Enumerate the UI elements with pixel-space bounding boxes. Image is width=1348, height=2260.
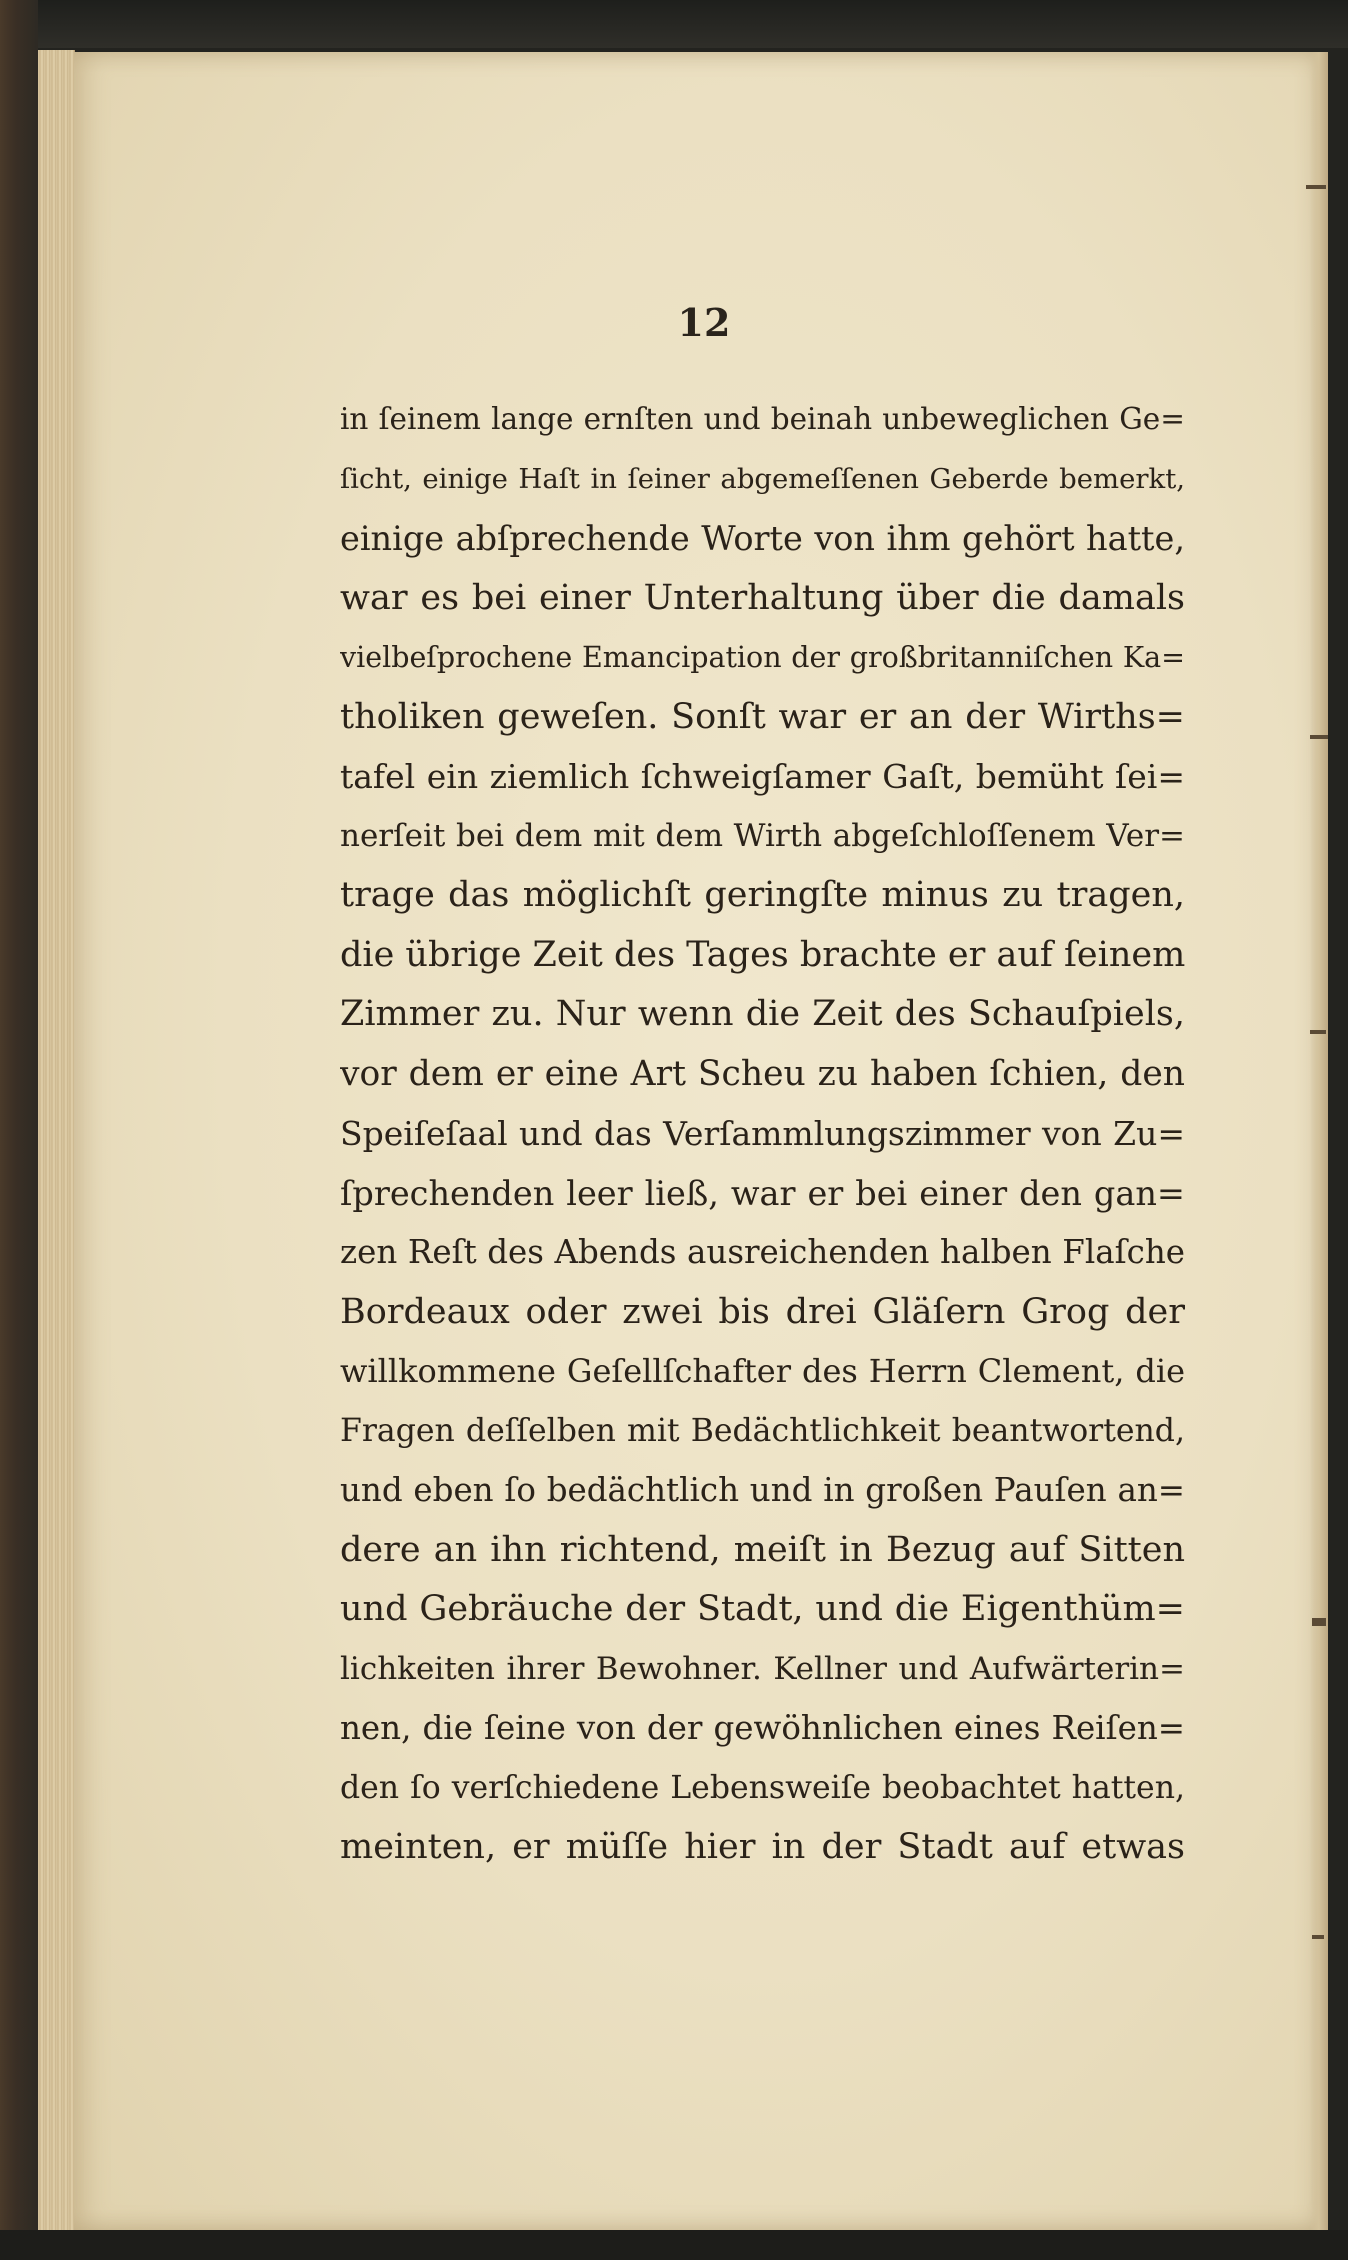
text-line: willkommene Geſellſchafter des Herrn Clement, die [340, 1352, 1185, 1390]
text-line: und Gebräuche der Stadt, und die Eigenthüm= [340, 1589, 1185, 1629]
body-text [340, 390, 1185, 1878]
page-number: 12 [677, 300, 731, 345]
page-right-edge [1310, 52, 1328, 2230]
cover-bottom-edge [0, 2230, 1348, 2260]
margin-mark [1310, 735, 1328, 739]
text-line: war es bei einer Unterhaltung über die damals [340, 577, 1185, 618]
text-line: tafel ein ziemlich ſchweigſamer Gaſt, bemüht ſei= [340, 757, 1185, 796]
text-line: Zimmer zu. Nur wenn die Zeit des Schauſpiels, [340, 994, 1185, 1034]
text-line: die übrige Zeit des Tages brachte er auf ſeinem [340, 934, 1185, 975]
text-line: und eben ſo bedächtlich und in großen Pauſen an= [340, 1471, 1185, 1509]
margin-mark [1306, 185, 1326, 189]
margin-mark [1310, 1030, 1326, 1034]
text-line: den ſo verſchiedene Lebensweiſe beobachtet hatten, [340, 1769, 1185, 1806]
text-line: einige abſprechende Worte von ihm gehört hatte, [340, 519, 1185, 558]
cover-top-edge [0, 0, 1348, 48]
text-line: ſicht, einige Haſt in ſeiner abgemeſſenen Geberde bemerkt, [340, 462, 1185, 495]
text-line: nerſeit bei dem mit dem Wirth abgeſchloſſenem Ver= [340, 817, 1185, 854]
text-line: trage das möglichſt geringſte minus zu tragen, [340, 875, 1185, 915]
text-line: Bordeaux oder zwei bis drei Gläſern Grog der [340, 1291, 1185, 1332]
text-line: in ſeinem lange ernſten und beinah unbeweglichen Ge= [340, 402, 1185, 436]
margin-mark [1312, 1618, 1326, 1626]
text-line: lichkeiten ihrer Bewohner. Kellner und Aufwärterin= [340, 1650, 1185, 1687]
text-line: tholiken geweſen. Sonſt war er an der Wirths= [340, 696, 1185, 737]
margin-mark [1312, 1935, 1324, 1939]
text-line: nen, die ſeine von der gewöhnlichen eines Reiſen= [340, 1709, 1185, 1747]
page-stack-edges [38, 50, 75, 2230]
text-line: Fragen deſſelben mit Bedächtlichkeit beantwortend, [340, 1412, 1185, 1449]
text-line: zen Reſt des Abends ausreichenden halben Flaſche [340, 1233, 1185, 1271]
text-line: ſprechenden leer ließ, war er bei einer den gan= [340, 1173, 1185, 1213]
text-line: vielbeſprochene Emancipation der großbritanniſchen Ka= [340, 641, 1185, 674]
text-line: dere an ihn richtend, meiſt in Bezug auf Sitten [340, 1529, 1185, 1570]
text-line: Speiſeſaal und das Verſammlungszimmer von Zu= [340, 1114, 1185, 1153]
text-line: meinten, er müſſe hier in der Stadt auf etwas [340, 1827, 1185, 1867]
text-line: vor dem er eine Art Scheu zu haben ſchien, den [340, 1053, 1185, 1094]
